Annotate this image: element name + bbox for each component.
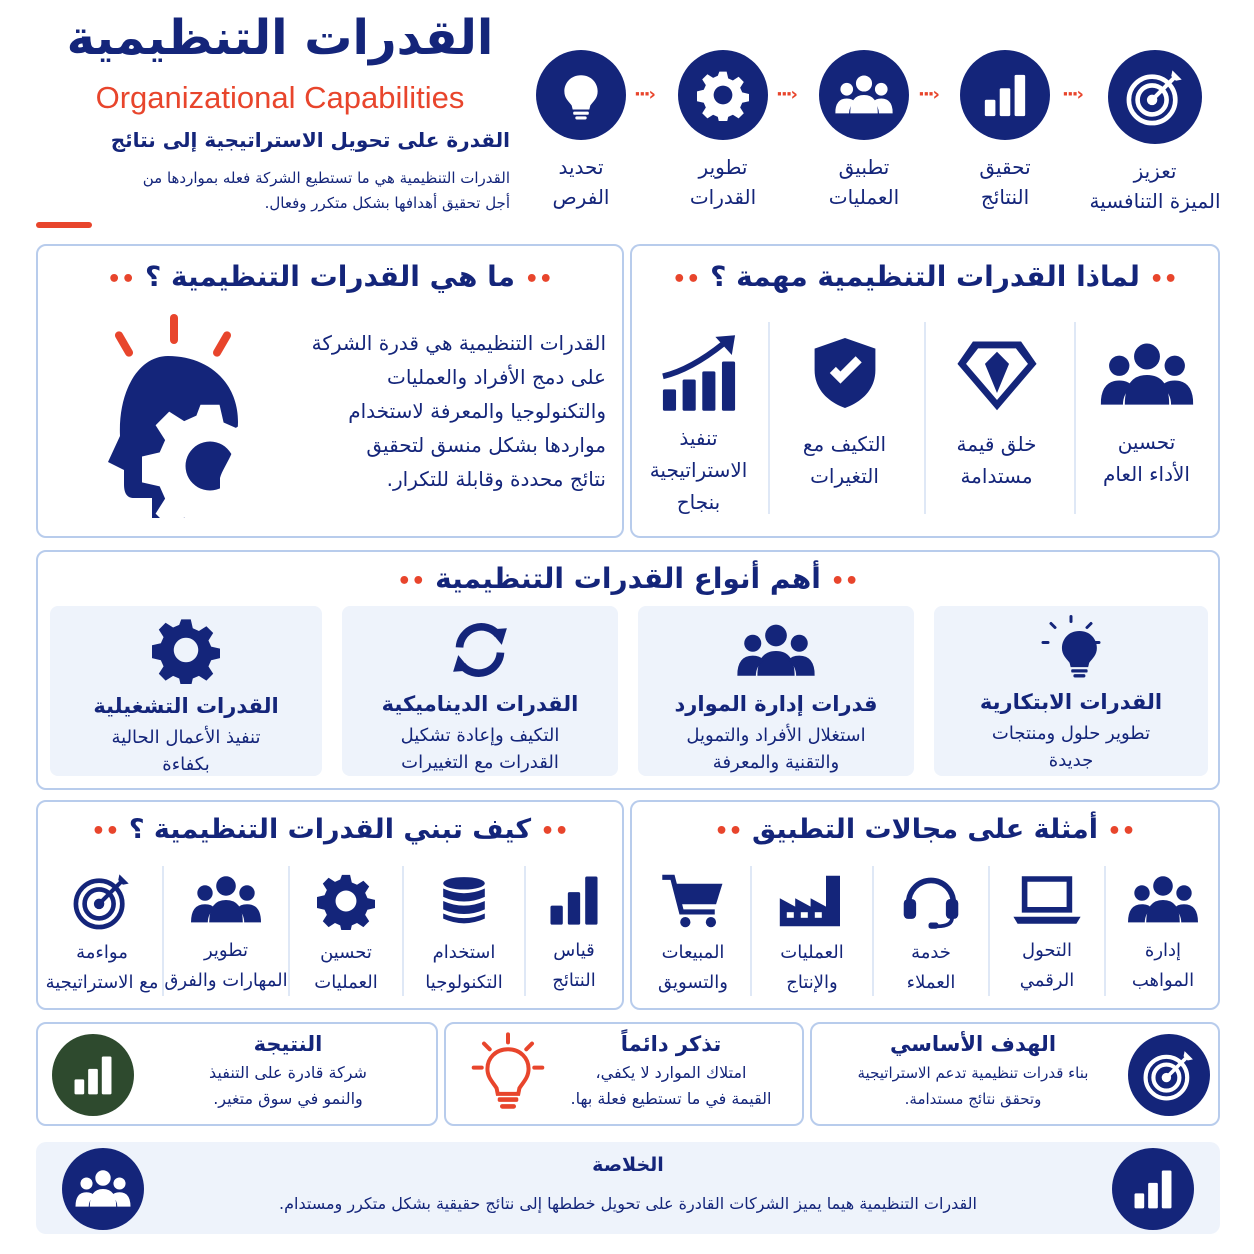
page-title: القدرات التنظيمية [66, 10, 494, 66]
example-item-talent: إدارة المواهب [1106, 872, 1220, 996]
target-icon [1108, 50, 1202, 144]
refresh-icon [448, 618, 512, 682]
team-icon [1100, 338, 1194, 412]
what-title: •• ما هي القدرات التنظيمية ؟ •• [107, 260, 553, 293]
page-subtitle: القدرة على تحويل الاستراتيجية إلى نتائج [110, 128, 510, 152]
build-item-processes: تحسين العمليات [290, 872, 402, 998]
build-item-alignment: مواءمة مع الاستراتيجية [42, 872, 162, 998]
process-step-apply: تطبيق العمليات [789, 50, 939, 212]
page-title-english: Organizational Capabilities [95, 80, 465, 115]
what-description: القدرات التنظيمية هي قدرة الشركة على دمج الأفراد والعمليات والتكنولوجيا والمعرفة لاستخدام مواردها بشكل منسق لتحقيق نتائج محددة وقابلة للتكرار. [311, 331, 606, 491]
target-icon [1128, 1034, 1210, 1116]
lightbulb-icon [1036, 614, 1106, 680]
team-icon [190, 872, 262, 928]
result-box: النتيجة شركة قادرة على التنفيذ والنمو في سوق متغير. [36, 1022, 438, 1126]
cart-icon [661, 872, 725, 930]
build-item-skills: تطوير المهارات والفرق [164, 872, 288, 996]
process-step-achieve: تحقيق النتائج [930, 50, 1080, 212]
summary-title: الخلاصة [592, 1154, 664, 1176]
growth-chart-icon [658, 332, 740, 414]
diamond-icon [954, 336, 1040, 414]
what-panel [36, 244, 624, 538]
lightbulb-icon [468, 1032, 548, 1118]
why-item-adapt: التكيف مع التغيرات [772, 326, 917, 492]
gear-icon [678, 50, 768, 140]
why-title: •• لماذا القدرات التنظيمية مهمة ؟ •• [672, 260, 1178, 293]
gear-icon [152, 616, 220, 684]
shield-check-icon [807, 332, 883, 414]
example-item-customer-service: خدمة العملاء [874, 872, 988, 998]
process-step-enhance: تعزيز الميزة التنافسية [1080, 50, 1230, 216]
build-item-technology: استخدام التكنولوجيا [404, 872, 524, 998]
gear-icon [317, 872, 375, 930]
database-icon [438, 872, 490, 930]
type-card-innovation: القدرات الابتكارية تطوير حلول ومنتجات جديدة [934, 606, 1208, 776]
process-step-identify: تحديد الفرص [506, 50, 656, 212]
example-item-digital: التحول الرقمي [990, 872, 1104, 996]
bar-chart-icon [546, 872, 602, 928]
goal-title: الهدف الأساسي [889, 1032, 1057, 1056]
type-card-resources: قدرات إدارة الموارد استغلال الأفراد والتمويل والتقنية والمعرفة [638, 606, 914, 776]
team-icon [735, 620, 817, 682]
why-item-strategy: تنفيذ الاستراتيجية بنجاح [626, 326, 771, 518]
process-arrow: ···› [634, 84, 654, 105]
examples-panel [630, 800, 1220, 1010]
team-icon [1127, 872, 1199, 928]
target-icon [73, 872, 131, 930]
bar-chart-icon [960, 50, 1050, 140]
goal-box: الهدف الأساسي بناء قدرات تنظيمية تدعم الاستراتيجية وتحقق نتائج مستدامة. [810, 1022, 1220, 1126]
remember-box: تذكر دائماً امتلاك الموارد لا يكفي، القيمة في ما تستطيع فعلة بها. [444, 1022, 804, 1126]
build-title: •• كيف تبني القدرات التنظيمية ؟ •• [91, 814, 569, 845]
remember-title: تذكر دائماً [620, 1032, 722, 1056]
example-item-sales: المبيعات والتسويق [636, 872, 750, 998]
why-panel [630, 244, 1220, 538]
bar-chart-icon [52, 1034, 134, 1116]
build-panel [36, 800, 624, 1010]
result-title: النتيجة [253, 1032, 323, 1056]
build-item-measure: قياس النتائج [526, 872, 622, 996]
type-card-dynamic: القدرات الديناميكية التكيف وإعادة تشكيل القدرات مع التغييرات [342, 606, 618, 776]
bar-chart-icon [1112, 1148, 1194, 1230]
process-arrow: ···› [776, 84, 796, 105]
types-panel [36, 550, 1220, 790]
process-arrow: ···› [918, 84, 938, 105]
why-item-value: خلق قيمة مستدامة [924, 326, 1069, 492]
team-icon [62, 1148, 144, 1230]
team-icon [819, 50, 909, 140]
factory-icon [777, 872, 847, 930]
summary-text: القدرات التنظيمية هيما يميز الشركات القادرة على تحويل خططها إلى نتائج حقيقية بشكل متكرر ومستدام. [279, 1194, 977, 1213]
example-item-operations: العمليات والإنتاج [752, 872, 872, 998]
examples-title: •• أمثلة على مجالات التطبيق •• [714, 814, 1136, 845]
title-underline [36, 222, 92, 228]
process-arrow: ···› [1062, 84, 1082, 105]
head-gear-icon [98, 312, 268, 522]
type-card-operational: القدرات التشغيلية تنفيذ الأعمال الحالية بكفاءة [50, 606, 322, 776]
types-title: •• أهم أنواع القدرات التنظيمية •• [397, 562, 859, 595]
laptop-icon [1012, 872, 1082, 928]
why-item-performance: تحسين الأداء العام [1074, 326, 1219, 490]
process-step-develop: تطوير القدرات [648, 50, 798, 212]
lightbulb-icon [536, 50, 626, 140]
headset-icon [900, 868, 962, 930]
page-description: القدرات التنظيمية هي ما تستطيع الشركة فعله بمواردها من أجل تحقيق أهدافها بشكل متكرر وفعال. [142, 169, 510, 212]
summary-bar [36, 1142, 1220, 1234]
